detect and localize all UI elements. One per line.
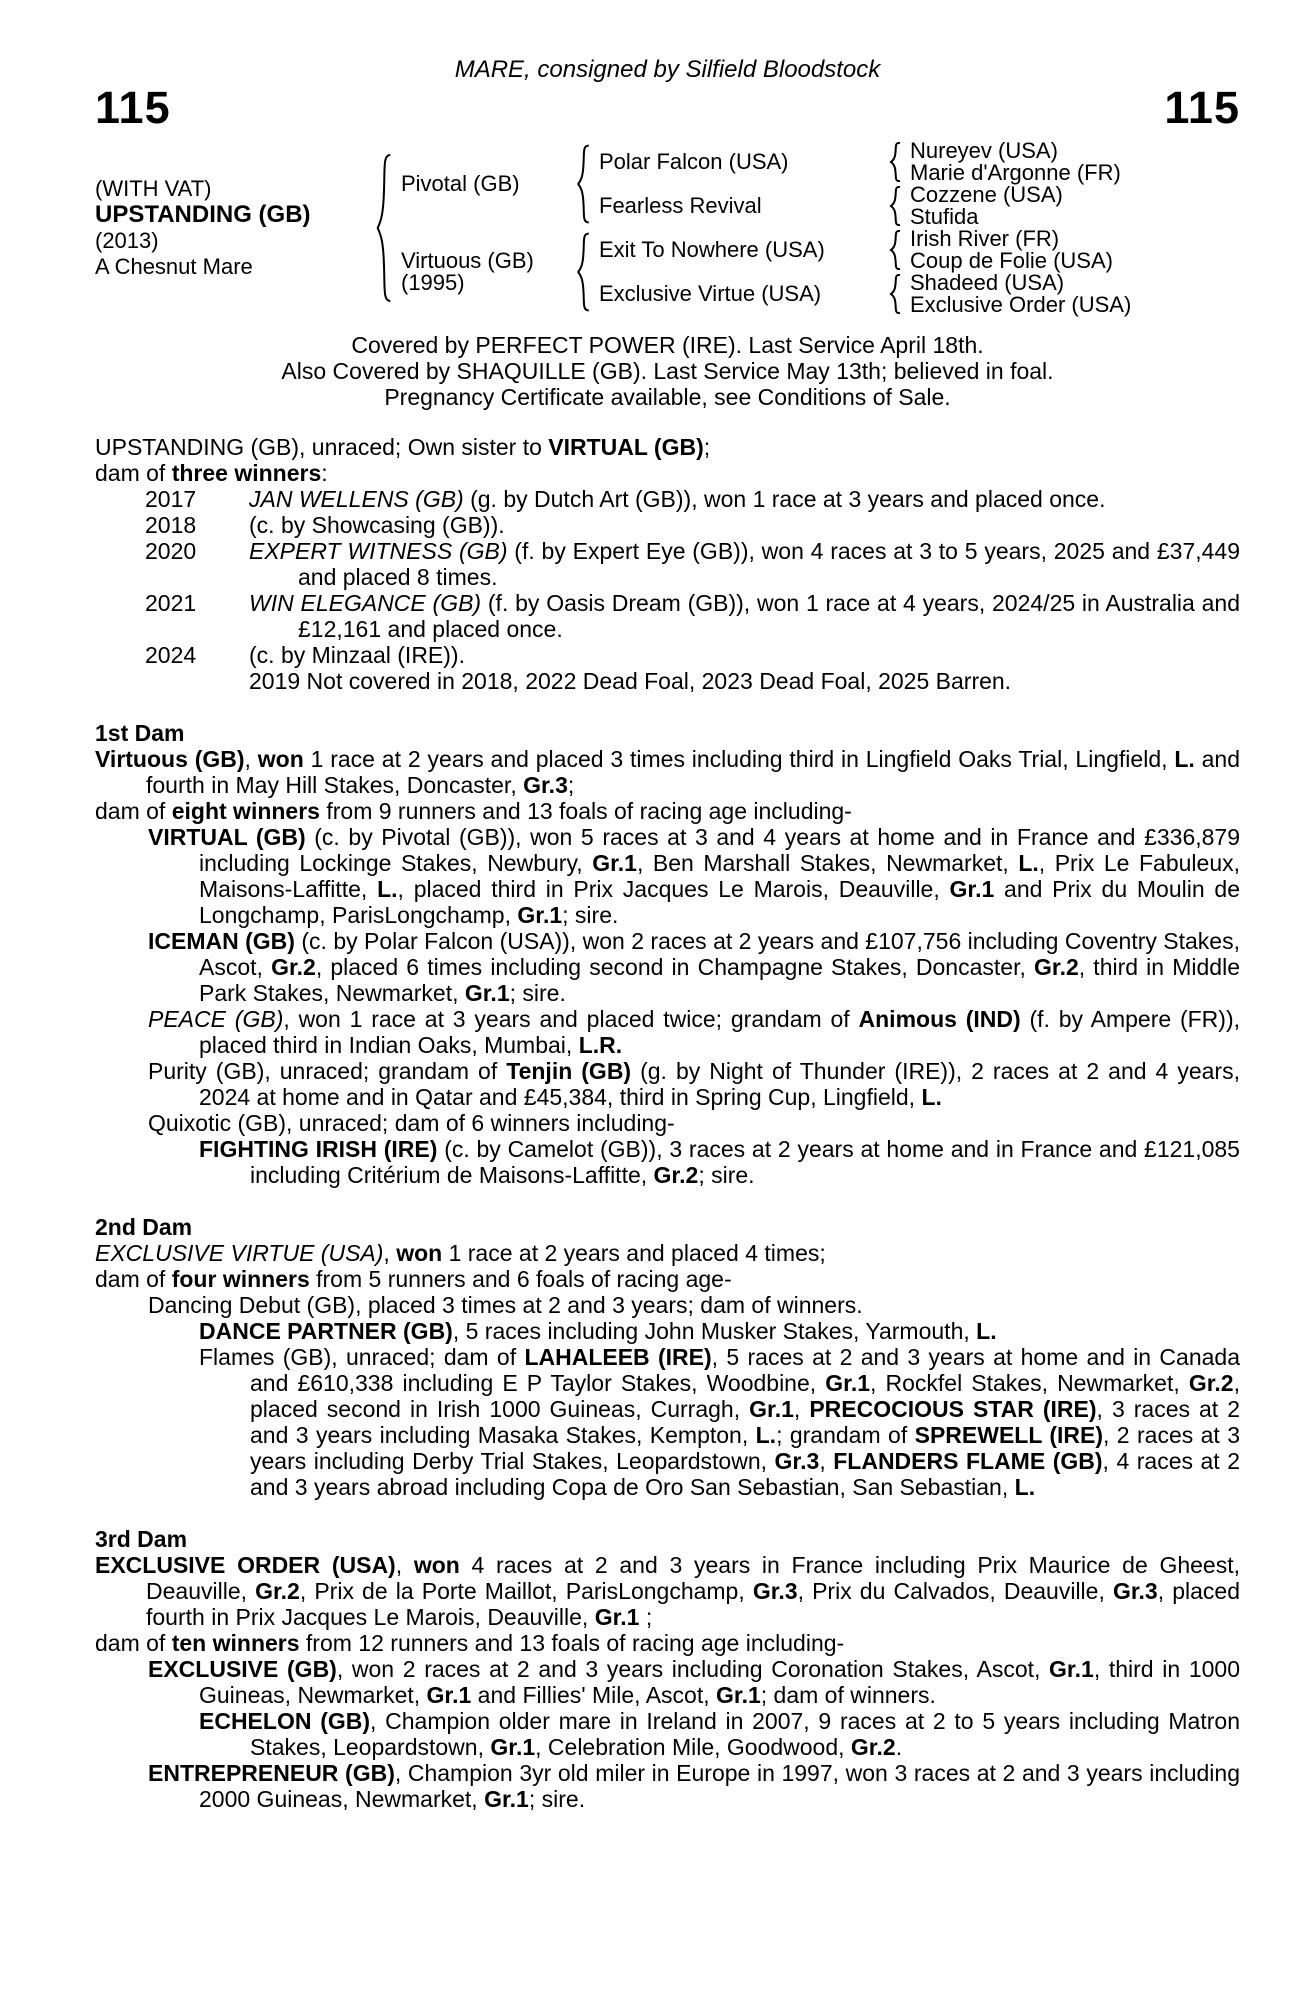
covering-details <box>95 332 1240 410</box>
catalogue-paragraph: Flames (GB), unraced; dam of LAHALEEB (IRE), 5 races at 2 and 3 years at home and in Canada and £610,338 including E P Taylor Stakes, Woodbine, Gr.1, Rockfel Stakes, Newmarket, Gr.2, placed second in Irish 1000 Guineas, Curragh, Gr.1, PRECOCIOUS STAR (IRE), 3 races at 2 and 3 years including Masaka Stakes, Kempton, L.; grandam of SPREWELL (IRE), 2 races at 3 years including Derby Trial Stakes, Leopardstown, Gr.3, FLANDERS FLAME (GB), 4 races at 2 and 3 years abroad including Copa de Oro San Sebastian, San Sebastian, L. <box>199 1344 1241 1500</box>
produce-text: (c. by Minzaal (IRE)). <box>249 642 465 668</box>
sire-dam-sire: Cozzene (USA) <box>910 182 1063 207</box>
produce-row <box>95 538 1240 590</box>
produce-row <box>95 668 1240 694</box>
parents-column <box>401 140 1240 316</box>
mare-description: A Chesnut Mare <box>95 254 253 279</box>
catalogue-paragraph: EXCLUSIVE VIRTUE (USA), won 1 race at 2 years and placed 4 times; <box>95 1240 826 1266</box>
dam-dam-name: Exclusive Virtue (USA) <box>599 281 822 306</box>
brace-dam-sire <box>889 230 902 270</box>
lot-number-row <box>95 82 1240 134</box>
catalogue-paragraph: PEACE (GB), won 1 race at 3 years and placed twice; grandam of Animous (IND) (f. by Ampere (FR)), placed third in Indian Oaks, Mumbai, L.R. <box>148 1006 1240 1058</box>
catalogue-paragraph: EXCLUSIVE (GB), won 2 races at 2 and 3 years including Coronation Stakes, Ascot, Gr.1, third in 1000 Guineas, Newmarket, Gr.1 and Fillies' Mile, Ascot, Gr.1; dam of winners. <box>148 1656 1240 1708</box>
dam-name-block <box>401 250 576 294</box>
sire-dam-dam: Stufida <box>910 204 979 229</box>
intro-line: dam of three winners: <box>95 460 328 486</box>
catalogue-paragraph: ENTREPRENEUR (GB), Champion 3yr old miler in Europe in 1997, won 3 races at 2 and 3 years including 2000 Guineas, Newmarket, Gr.1; sire. <box>148 1760 1240 1812</box>
produce-text: WIN ELEGANCE (GB) (f. by Oasis Dream (GB)), won 1 race at 4 years, 2024/25 in Australia and £12,161 and placed once. <box>249 590 1240 642</box>
section-heading: 2nd Dam <box>95 1214 193 1240</box>
dam-dam-sire: Shadeed (USA) <box>910 270 1065 295</box>
sire-sire-sire: Nureyev (USA) <box>910 138 1058 163</box>
mare-year: (2013) <box>95 228 159 253</box>
section-1st-dam <box>95 720 1240 1188</box>
catalogue-paragraph: Dancing Debut (GB), placed 3 times at 2 and 3 years; dam of winners. <box>148 1292 863 1318</box>
sire-name-block <box>401 173 576 195</box>
produce-text: JAN WELLENS (GB) (g. by Dutch Art (GB)), won 1 race at 3 years and placed once. <box>249 486 1106 512</box>
dam-group <box>401 228 1240 316</box>
section-3rd-dam <box>95 1526 1240 1812</box>
sire-dam-group <box>599 184 1240 228</box>
brace-dam <box>576 232 591 312</box>
lot-number-left: 115 <box>95 82 171 133</box>
sire-sire-parents <box>910 140 1240 184</box>
mare-name: UPSTANDING (GB) <box>95 201 311 228</box>
catalogue-paragraph: EXCLUSIVE ORDER (USA), won 4 races at 2 and 3 years in France including Prix Maurice de Gheest, Deauville, Gr.2, Prix de la Porte Maillot, ParisLongchamp, Gr.3, Prix du Calvados, Deauville, Gr.3, placed fourth in Prix Jacques Le Marois, Deauville, Gr.1 ; <box>95 1552 1240 1630</box>
brace-sire-sire <box>889 142 902 182</box>
section-2nd-dam <box>95 1214 1240 1500</box>
sire-sire-dam: Marie d'Argonne (FR) <box>910 160 1121 185</box>
covering-line-3: Pregnancy Certificate available, see Conditions of Sale. <box>384 384 951 410</box>
pedigree-table <box>95 140 1240 316</box>
produce-text: (c. by Showcasing (GB)). <box>249 512 505 538</box>
dam-sire-group <box>599 228 1240 272</box>
catalogue-paragraph: Quixotic (GB), unraced; dam of 6 winners including- <box>148 1110 675 1136</box>
produce-year: 2021 <box>145 590 197 616</box>
dam-dam-group <box>599 272 1240 316</box>
dam-sire-name: Exit To Nowhere (USA) <box>599 237 825 262</box>
produce-year: 2018 <box>145 512 197 538</box>
produce-text: 2019 Not covered in 2018, 2022 Dead Foal, 2023 Dead Foal, 2025 Barren. <box>249 668 1012 694</box>
dam-sire-sire: Irish River (FR) <box>910 226 1060 251</box>
catalogue-paragraph: VIRTUAL (GB) (c. by Pivotal (GB)), won 5 races at 3 and 4 years at home and in France and £336,879 including Lockinge Stakes, Newbury, Gr.1, Ben Marshall Stakes, Newmarket, L., Prix Le Fabuleux, Maisons-Laffitte, L., placed third in Prix Jacques Le Marois, Deauville, Gr.1 and Prix du Moulin de Longchamp, ParisLongchamp, Gr.1; sire. <box>148 824 1241 928</box>
brace-generation-1 <box>375 152 393 304</box>
sire-name: Pivotal (GB) <box>401 171 520 196</box>
sire-grandparents <box>599 140 1240 228</box>
intro-line: UPSTANDING (GB), unraced; Own sister to VIRTUAL (GB); <box>95 434 711 460</box>
sire-dam-name: Fearless Revival <box>599 193 762 218</box>
covering-line-2: Also Covered by SHAQUILLE (GB). Last Service May 13th; believed in foal. <box>281 358 1054 384</box>
catalogue-paragraph: FIGHTING IRISH (IRE) (c. by Camelot (GB)), 3 races at 2 years at home and in France and £121,085 including Critérium de Maisons-Laffitte, Gr.2; sire. <box>199 1136 1240 1188</box>
catalogue-paragraph: DANCE PARTNER (GB), 5 races including John Musker Stakes, Yarmouth, L. <box>199 1318 997 1344</box>
section-heading: 3rd Dam <box>95 1526 188 1552</box>
sire-sire-name: Polar Falcon (USA) <box>599 149 789 174</box>
dam-sire-dam: Coup de Folie (USA) <box>910 248 1113 273</box>
dam-name: Virtuous (GB) <box>401 248 534 273</box>
produce-row <box>95 512 1240 538</box>
produce-row <box>95 486 1240 512</box>
catalogue-paragraph: ICEMAN (GB) (c. by Polar Falcon (USA)), won 2 races at 2 years and £107,756 including Coventry Stakes, Ascot, Gr.2, placed 6 times including second in Champagne Stakes, Doncaster, Gr.2, third in Middle Park Stakes, Newmarket, Gr.1; sire. <box>148 928 1240 1006</box>
dam-dam-dam: Exclusive Order (USA) <box>910 292 1132 317</box>
dam-year: (1995) <box>401 270 465 295</box>
brace-sire-dam <box>889 186 902 226</box>
catalogue-paragraph: dam of four winners from 5 runners and 6 foals of racing age- <box>95 1266 732 1292</box>
brace-sire <box>576 144 591 224</box>
sire-dam-parents <box>910 184 1240 228</box>
produce-row <box>95 590 1240 642</box>
dam-dam-parents <box>910 272 1240 316</box>
dam-grandparents <box>599 228 1240 316</box>
produce-year: 2020 <box>145 538 197 564</box>
produce-row <box>95 642 1240 668</box>
produce-year: 2017 <box>145 486 197 512</box>
produce-year: 2024 <box>145 642 197 668</box>
produce-text: EXPERT WITNESS (GB) (f. by Expert Eye (GB)), won 4 races at 3 to 5 years, 2025 and £37,449 and placed 8 times. <box>249 538 1240 590</box>
page-title: MARE, consigned by Silfield Bloodstock <box>454 56 881 83</box>
catalogue-paragraph: dam of ten winners from 12 runners and 13 foals of racing age including- <box>95 1630 845 1656</box>
catalogue-paragraph: Purity (GB), unraced; grandam of Tenjin (GB) (g. by Night of Thunder (IRE)), 2 races at 2 and 4 years, 2024 at home and in Qatar and £45,384, third in Spring Cup, Lingfield, L. <box>148 1058 1240 1110</box>
mare-block <box>95 176 375 280</box>
catalogue-paragraph: ECHELON (GB), Champion older mare in Ireland in 2007, 9 races at 2 to 5 years including Matron Stakes, Leopardstown, Gr.1, Celebration Mile, Goodwood, Gr.2. <box>199 1708 1240 1760</box>
sire-group <box>401 140 1240 228</box>
lot-number-right: 115 <box>1164 82 1240 133</box>
catalogue-paragraph: dam of eight winners from 9 runners and 13 foals of racing age including- <box>95 798 852 824</box>
covering-line-1: Covered by PERFECT POWER (IRE). Last Service April 18th. <box>351 332 984 358</box>
brace-dam-dam <box>889 274 902 314</box>
catalogue-body <box>95 434 1240 1812</box>
catalogue-paragraph: Virtuous (GB), won 1 race at 2 years and placed 3 times including third in Lingfield Oaks Trial, Lingfield, L. and fourth in May Hill Stakes, Doncaster, Gr.3; <box>95 746 1241 798</box>
dam-sire-parents <box>910 228 1240 272</box>
vat-note: (WITH VAT) <box>95 176 212 201</box>
section-heading: 1st Dam <box>95 720 185 746</box>
sire-sire-group <box>599 140 1240 184</box>
